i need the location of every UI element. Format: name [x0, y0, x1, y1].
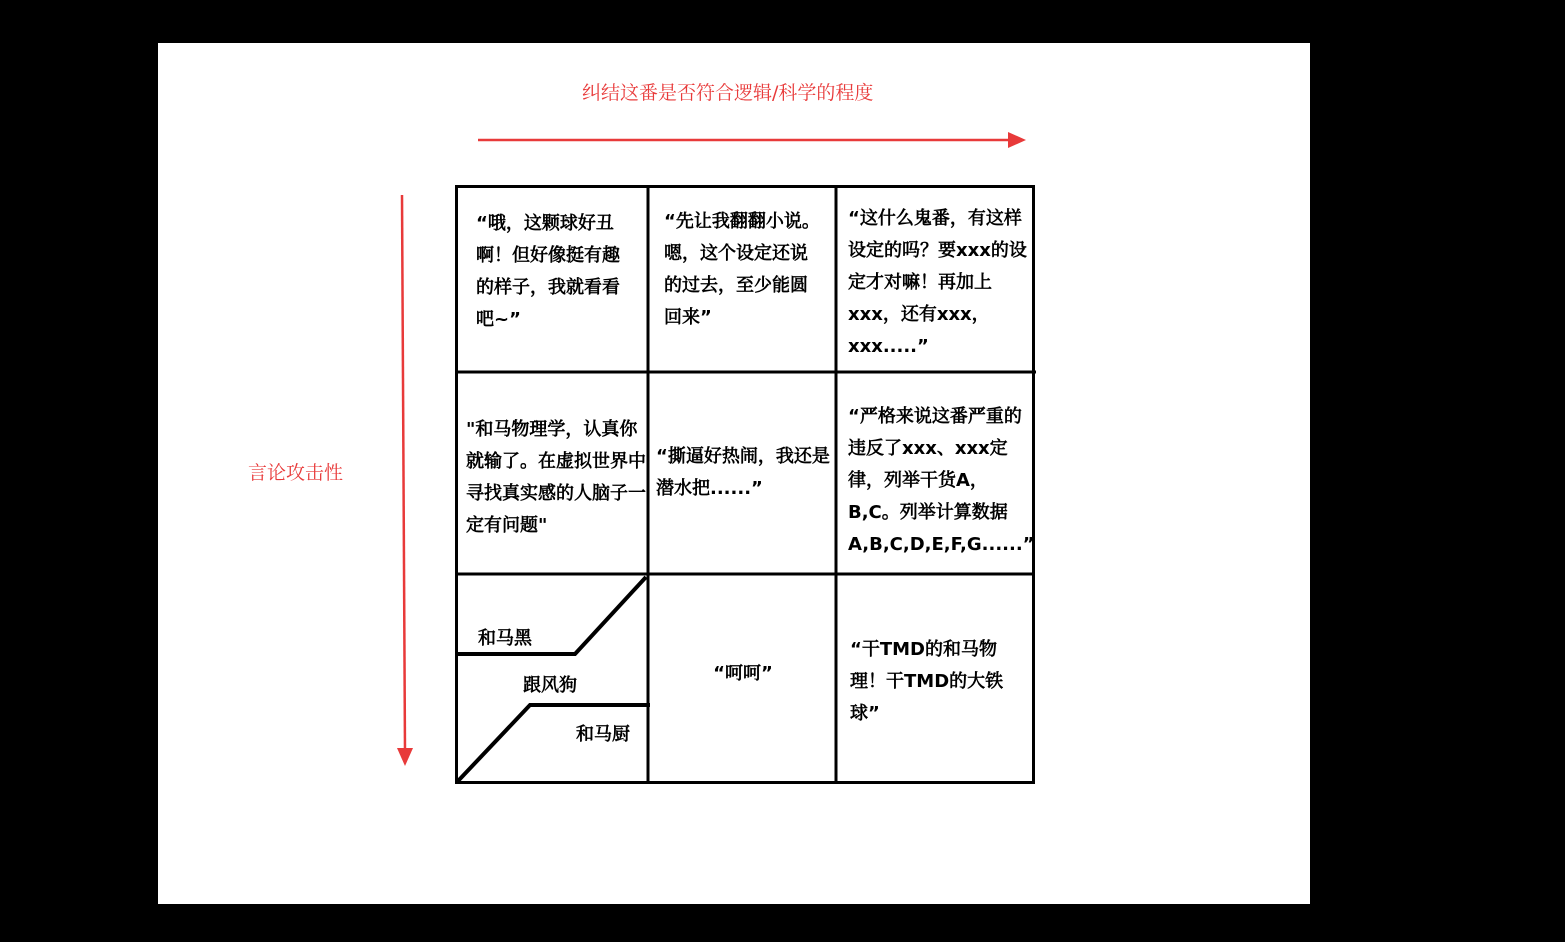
label-hater: 和马黑	[478, 628, 532, 649]
cell-r2c3: “严格来说这番严重的违反了xxx、xxx定律，列举干货A，B,C。列举计算数据A,B,C,D,E,F,G......”	[848, 406, 1035, 555]
cell-r1c3: “这什么鬼番，有这样设定的吗？要xxx的设定才对嘛！再加上xxx，还有xxx，xxx.....”	[848, 208, 1027, 357]
label-fan: 和马厨	[576, 724, 630, 745]
label-follower: 跟风狗	[523, 675, 577, 696]
cell-r3c2: “呵呵”	[713, 663, 773, 684]
y-axis-arrow	[397, 195, 413, 766]
cell-r1c1: “哦，这颗球好丑啊！但好像挺有趣的样子，我就看看吧~”	[476, 213, 620, 330]
cell-r1c2: “先让我翻翻小说。嗯，这个设定还说的过去，至少能圆回来”	[664, 211, 820, 328]
y-axis-label: 言论攻击性	[248, 462, 344, 484]
cell-r3c3: “干TMD的和马物理！干TMD的大铁球”	[850, 639, 1004, 724]
x-axis-arrow	[478, 132, 1026, 148]
x-axis-label: 纠结这番是否符合逻辑/科学的程度	[582, 82, 874, 104]
cell-r2c2: “撕逼好热闹，我还是潜水把......”	[656, 446, 830, 499]
cell-r2c1: "和马物理学，认真你就输了。在虚拟世界中寻找真实感的人脑子一定有问题"	[466, 419, 646, 536]
